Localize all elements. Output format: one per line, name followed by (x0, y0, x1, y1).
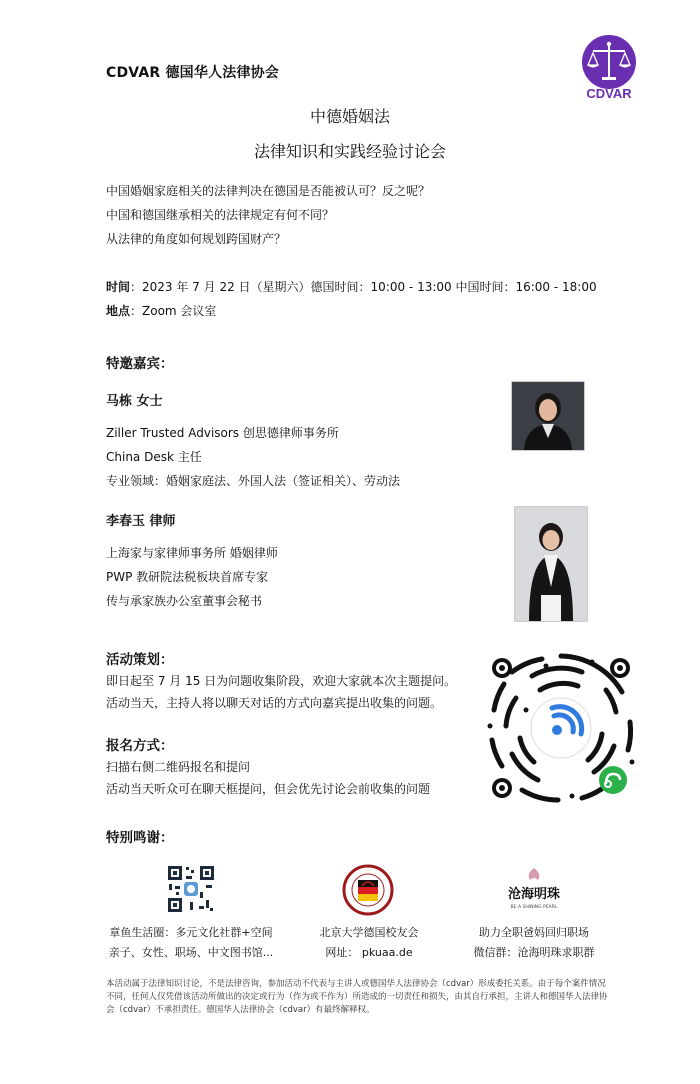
svg-text:沧海明珠: 沧海明珠 (507, 887, 561, 902)
guests-heading: 特邀嘉宾： (106, 356, 174, 372)
mini-program-qr-code[interactable] (482, 650, 640, 806)
sponsor-3-line-1: 助力全职爸妈回归职场 (479, 926, 589, 939)
title-line-1: 中德婚姻法 (309, 107, 390, 126)
sponsor-2-line-1: 北京大学德国校友会 (319, 926, 419, 939)
sponsor-1-line-2: 亲子、女性、职场、中文图书馆... (108, 946, 274, 959)
shining-pearl-logo (498, 866, 570, 912)
guest-2-line-1: 上海家与家律师事务所 婚姻律师 (106, 546, 278, 560)
org-name: CDVAR 德国华人法律协会 (106, 65, 280, 81)
time-value: ：2023 年 7 月 22 日（星期六）德国时间：10:00 - 13:00 中国时间：16:00 - 18:00 (130, 280, 597, 294)
guest-2-photo (514, 506, 588, 622)
sponsor-2-line-2: 网址： pkuaa.de (325, 946, 413, 959)
question-2: 中国和德国继承相关的法律规定有何不同？ (106, 208, 335, 222)
thanks-heading: 特别鸣谢： (106, 830, 174, 846)
time-label: 时间 (106, 280, 131, 294)
sponsor-1-line-1: 章鱼生活圈：多元文化社群+空间 (109, 926, 273, 939)
logo-text: CDVAR (586, 86, 632, 101)
question-3: 从法律的角度如何规划跨国财产？ (106, 232, 287, 246)
event-place (106, 302, 216, 319)
guest-1-line-3: 专业领域：婚姻家庭法、外国人法（签证相关）、劳动法 (106, 474, 401, 488)
question-1: 中国婚姻家庭相关的法律判决在德国是否能被认可？反之呢？ (106, 184, 431, 198)
registration-line-2: 活动当天听众可在聊天框提问，但会优先讨论会前收集的问题 (106, 782, 431, 796)
guest-1-line-1: Ziller Trusted Advisors 创思德律师事务所 (106, 426, 339, 440)
guest-2-line-2: PWP 教研院法税板块首席专家 (106, 570, 269, 584)
planning-line-2: 活动当天，主持人将以聊天对话的方式向嘉宾提出收集的问题。 (106, 696, 443, 710)
registration-line-1: 扫描右侧二维码报名和提问 (106, 760, 251, 774)
place-label: 地点 (106, 304, 131, 318)
guest-1-name: 马栋 女士 (106, 394, 163, 409)
pku-alumni-logo (340, 864, 396, 916)
disclaimer: 本活动属于法律知识讨论，不是法律咨询，参加活动不代表与主讲人或德国华人法律协会（cdvar）形成委托关系。由于每个案件情况不同，任何人仅凭借该活动所做出的决定或行为（作为或不作为）所造成的一切责任和损失，由其自行承担，主讲人和德国华人法律协会（cdvar）不承担责任。德国华人法律协会（cdvar）有最终解释权。 (106, 979, 608, 1015)
title-line-2: 法律知识和实践经验讨论会 (253, 142, 446, 161)
guest-1-line-2: China Desk 主任 (106, 450, 202, 464)
guest-2-line-3: 传与承家族办公室董事会秘书 (106, 594, 263, 608)
event-time (106, 278, 597, 295)
cdvar-logo (578, 35, 640, 101)
planning-line-1: 即日起至 7 月 15 日为问题收集阶段，欢迎大家就本次主题提问。 (106, 674, 457, 688)
sponsor-3-line-2: 微信群：沧海明珠求职群 (473, 946, 595, 959)
registration-heading: 报名方式： (106, 738, 174, 754)
octopus-life-qr-code[interactable] (166, 864, 216, 914)
place-value: ：Zoom 会议室 (130, 304, 217, 318)
planning-heading: 活动策划： (106, 652, 174, 668)
guest-2-name: 李春玉 律师 (106, 514, 176, 529)
guest-1-photo (511, 381, 585, 451)
svg-text:BE A SHINING PEARL: BE A SHINING PEARL (510, 905, 558, 910)
